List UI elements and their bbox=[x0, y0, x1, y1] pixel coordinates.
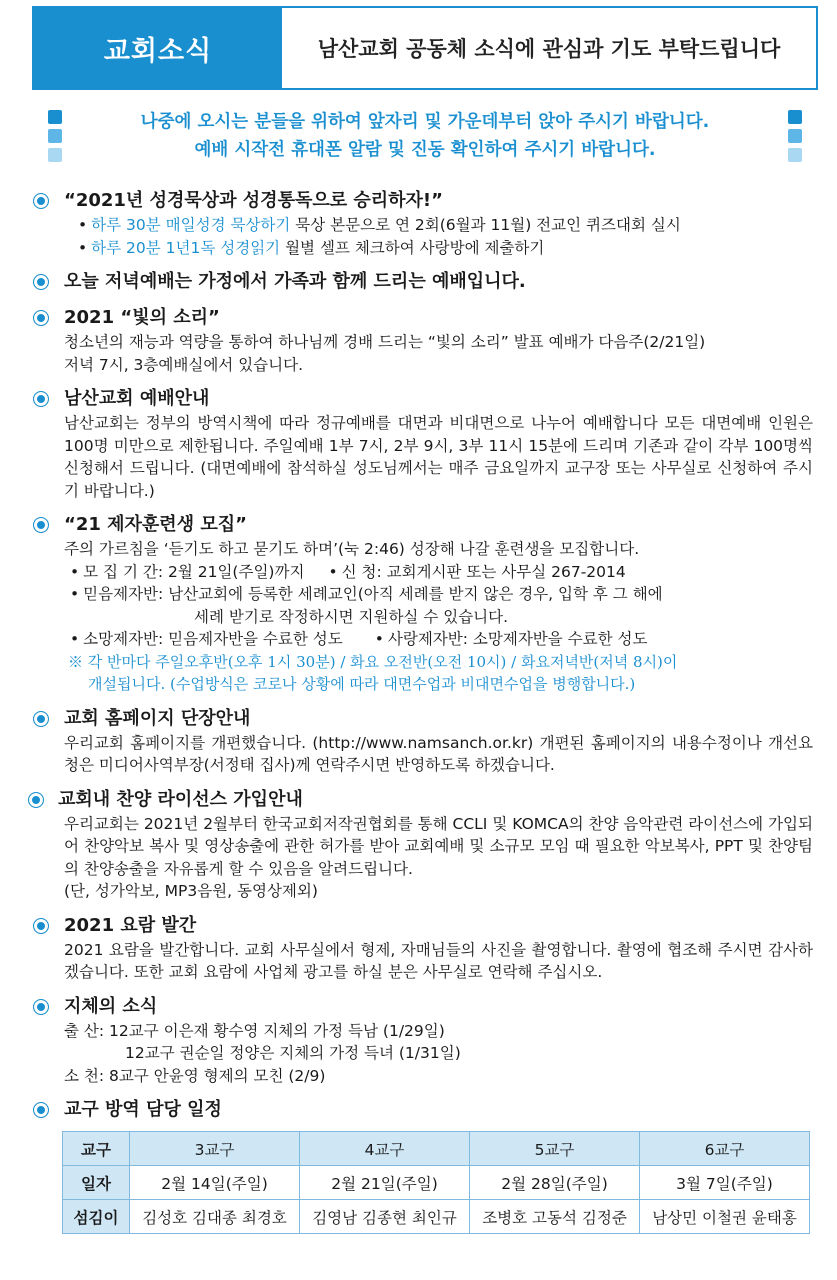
death-line bbox=[64, 1065, 813, 1088]
item-text: 신 청: 교회게시판 또는 사무실 267-2014 bbox=[341, 562, 626, 581]
table-cell: 김성호 김대종 최경호 bbox=[130, 1200, 300, 1234]
square-icon bbox=[48, 110, 62, 124]
section-homepage bbox=[0, 706, 837, 777]
item-text: 모 집 기 간: 2월 21일(주일)까지 bbox=[83, 562, 305, 581]
list-item: • 소망제자반: 믿음제자반을 수료한 성도 • 사랑제자반: 소망제자반을 수료한 성도 bbox=[70, 630, 648, 648]
table-cell: 조병호 고동석 김정준 bbox=[470, 1200, 640, 1234]
notice-box bbox=[40, 108, 810, 170]
section-bible bbox=[0, 188, 837, 259]
table-row bbox=[63, 1166, 810, 1200]
section-directory bbox=[0, 913, 837, 984]
circle-bullet-icon bbox=[33, 193, 49, 209]
circle-bullet-icon bbox=[28, 792, 44, 808]
table-cell: 2월 14일(주일) bbox=[130, 1166, 300, 1200]
notice-line-2: 예배 시작전 휴대폰 알람 및 진동 확인하여 주시기 바랍니다. bbox=[194, 140, 656, 160]
body-line: 저녁 7시, 3층예배실에서 있습니다. bbox=[64, 355, 304, 374]
birth-item: 12교구 이은재 황수영 지체의 가정 득남 (1/29일) bbox=[109, 1021, 445, 1040]
class-note: 개설됩니다. (수업방식은 코로나 상황에 따라 대면수업과 비대면수업을 병행합니다.) bbox=[88, 675, 636, 693]
body-text: 우리교회는 2021년 2월부터 한국교회저작권협회를 통해 CCLI 및 KOMCA의 찬양 음악관련 라이선스에 가입되어 찬양악보 복사 및 영상송출에 관한 허가를 받아 교회예배 및 소규모 모임 때 필요한 악보복사, PPT 및 찬양팀의 찬양송출을 자유롭게 할 수 있음을 알려드립니다. bbox=[64, 814, 813, 878]
circle-bullet-icon bbox=[33, 711, 49, 727]
table-cell: 2월 28일(주일) bbox=[470, 1166, 640, 1200]
table-header: 6교구 bbox=[640, 1132, 810, 1166]
news-content bbox=[0, 188, 837, 1234]
birth-label: 출 산: bbox=[64, 1021, 105, 1040]
section-title: 교구 방역 담당 일정 bbox=[64, 1099, 222, 1120]
item-text: 묵상 본문으로 연 2회(6월과 11월) 전교인 퀴즈대회 실시 bbox=[290, 216, 681, 234]
section-evening-worship bbox=[0, 269, 837, 295]
section-title: “21 제자훈련생 모집” bbox=[64, 514, 247, 535]
section-title: 2021 요람 발간 bbox=[64, 914, 197, 936]
section-license bbox=[0, 787, 837, 903]
section-tab: 교회소식 bbox=[34, 8, 282, 88]
birth-item: 12교구 권순일 정양은 지체의 가정 득녀 (1/31일) bbox=[125, 1044, 461, 1062]
row-label: 일자 bbox=[63, 1166, 130, 1200]
section-title: 교회내 찬양 라이선스 가입안내 bbox=[58, 788, 303, 810]
circle-bullet-icon bbox=[33, 918, 49, 934]
table-header: 교구 bbox=[63, 1132, 130, 1166]
square-icon bbox=[48, 129, 62, 143]
body-note: (단, 성가악보, MP3음원, 동영상제외) bbox=[64, 882, 318, 900]
header-banner bbox=[32, 6, 818, 90]
section-member-news bbox=[0, 994, 837, 1088]
notice-line-1: 나중에 오시는 분들을 위하여 앞자리 및 가운데부터 앉아 주시기 바랍니다. bbox=[140, 112, 710, 132]
table-header: 5교구 bbox=[470, 1132, 640, 1166]
section-light-voice bbox=[0, 305, 837, 376]
circle-bullet-icon bbox=[33, 274, 49, 290]
birth-line bbox=[64, 1020, 813, 1043]
circle-bullet-icon bbox=[33, 517, 49, 533]
table-cell: 2월 21일(주일) bbox=[300, 1166, 470, 1200]
square-icon bbox=[788, 110, 802, 124]
table-header: 3교구 bbox=[130, 1132, 300, 1166]
table-cell: 3월 7일(주일) bbox=[640, 1166, 810, 1200]
body-text: 남산교회는 정부의 방역시책에 따라 정규예배를 대면과 비대면으로 나누어 예배합니다 모든 대면예배 인원은 100명 미만으로 제한됩니다. 주일예배 1부 7시, 2부 9시, 3부 11시 15분에 드리며 기존과 같이 각부 100명씩 신청해서 드립니다. (대면예배에 참석하실 성도님께서는 매주 금요일까지 교구장 또는 사무실로 신청하여 주시기 바랍니다.) bbox=[64, 414, 813, 500]
section-title: “2021년 성경묵상과 성경통독으로 승리하자!” bbox=[64, 190, 443, 211]
schedule-table bbox=[62, 1131, 810, 1234]
section-title: 오늘 저녁예배는 가정에서 가족과 함께 드리는 예배입니다. bbox=[64, 271, 526, 292]
section-discipleship bbox=[0, 512, 837, 696]
square-icon bbox=[788, 148, 802, 162]
body-text: 2021 요람을 발간합니다. 교회 사무실에서 형제, 자매님들의 사진을 촬영합니다. 촬영에 협조해 주시면 감사하겠습니다. 또한 교회 요람에 사업체 광고를 하실 분은 사무실로 연락해 주십시오. bbox=[64, 940, 813, 981]
decor-squares-left bbox=[48, 110, 62, 167]
list-item: • 하루 20분 1년1독 성경읽기 월별 셀프 체크하여 사랑방에 제출하기 bbox=[78, 238, 545, 257]
table-header: 4교구 bbox=[300, 1132, 470, 1166]
section-title: 교회 홈페이지 단장안내 bbox=[64, 707, 251, 729]
list-item: • 모 집 기 간: 2월 21일(주일)까지 • 신 청: 교회게시판 또는 사무실 267-2014 bbox=[70, 562, 626, 581]
highlight-text: 하루 20분 1년1독 성경읽기 bbox=[91, 238, 281, 257]
circle-bullet-icon bbox=[33, 1102, 49, 1118]
body-line: 청소년의 재능과 역량을 통하여 하나님께 경배 드리는 “빛의 소리” 발표 예배가 다음주(2/21일) bbox=[64, 333, 706, 351]
item-text: 믿음제자반: 남산교회에 등록한 세례교인(아직 세례를 받지 않은 경우, 입학 후 그 해에 bbox=[83, 585, 663, 603]
section-title: 2021 “빛의 소리” bbox=[64, 307, 220, 328]
section-schedule bbox=[0, 1097, 837, 1123]
circle-bullet-icon bbox=[33, 999, 49, 1015]
table-row bbox=[63, 1200, 810, 1234]
decor-squares-right bbox=[788, 110, 802, 167]
list-item-cont: 세례 받기로 작정하시면 지원하실 수 있습니다. bbox=[194, 607, 509, 626]
item-text: 소망제자반: 믿음제자반을 수료한 성도 bbox=[83, 630, 343, 648]
table-header-row bbox=[63, 1132, 810, 1166]
body-text: 우리교회 홈페이지를 개편했습니다. (http://www.namsanch.or.kr) 개편된 홈페이지의 내용수정이나 개선요청은 미디어사역부장(서정태 집사)께 연락주시면 반영하도록 하겠습니다. bbox=[64, 733, 813, 774]
table-cell: 김영남 김종현 최인규 bbox=[300, 1200, 470, 1234]
square-icon bbox=[788, 129, 802, 143]
section-worship-guide bbox=[0, 386, 837, 502]
class-note: ※ 각 반마다 주일오후반(오후 1시 30분) / 화요 오전반(오전 10시) / 화요저녁반(저녁 8시)이 bbox=[68, 652, 678, 671]
table-cell: 남상민 이철권 윤태홍 bbox=[640, 1200, 810, 1234]
circle-bullet-icon bbox=[33, 391, 49, 407]
section-title: 지체의 소식 bbox=[64, 995, 158, 1017]
section-title: 남산교회 예배안내 bbox=[64, 388, 210, 409]
item-text: 사랑제자반: 소망제자반을 수료한 성도 bbox=[387, 630, 648, 648]
header-subtitle: 남산교회 공동체 소식에 관심과 기도 부탁드립니다 bbox=[317, 37, 781, 61]
item-text: 월별 셀프 체크하여 사랑방에 제출하기 bbox=[280, 238, 545, 257]
death-label: 소 천: bbox=[64, 1066, 105, 1085]
death-item: 8교구 안윤영 형제의 모친 (2/9) bbox=[109, 1066, 326, 1085]
list-item: • 하루 30분 매일성경 묵상하기 묵상 본문으로 연 2회(6월과 11월) 전교인 퀴즈대회 실시 bbox=[78, 216, 681, 234]
square-icon bbox=[48, 148, 62, 162]
list-item: • 믿음제자반: 남산교회에 등록한 세례교인(아직 세례를 받지 않은 경우, 입학 후 그 해에 bbox=[70, 585, 663, 603]
highlight-text: 하루 30분 매일성경 묵상하기 bbox=[91, 216, 291, 234]
body-line: 주의 가르침을 ‘듣기도 하고 묻기도 하며’(눅 2:46) 성장해 나갈 훈련생을 모집합니다. bbox=[64, 540, 640, 558]
circle-bullet-icon bbox=[33, 310, 49, 326]
row-label: 섬김이 bbox=[63, 1200, 130, 1234]
